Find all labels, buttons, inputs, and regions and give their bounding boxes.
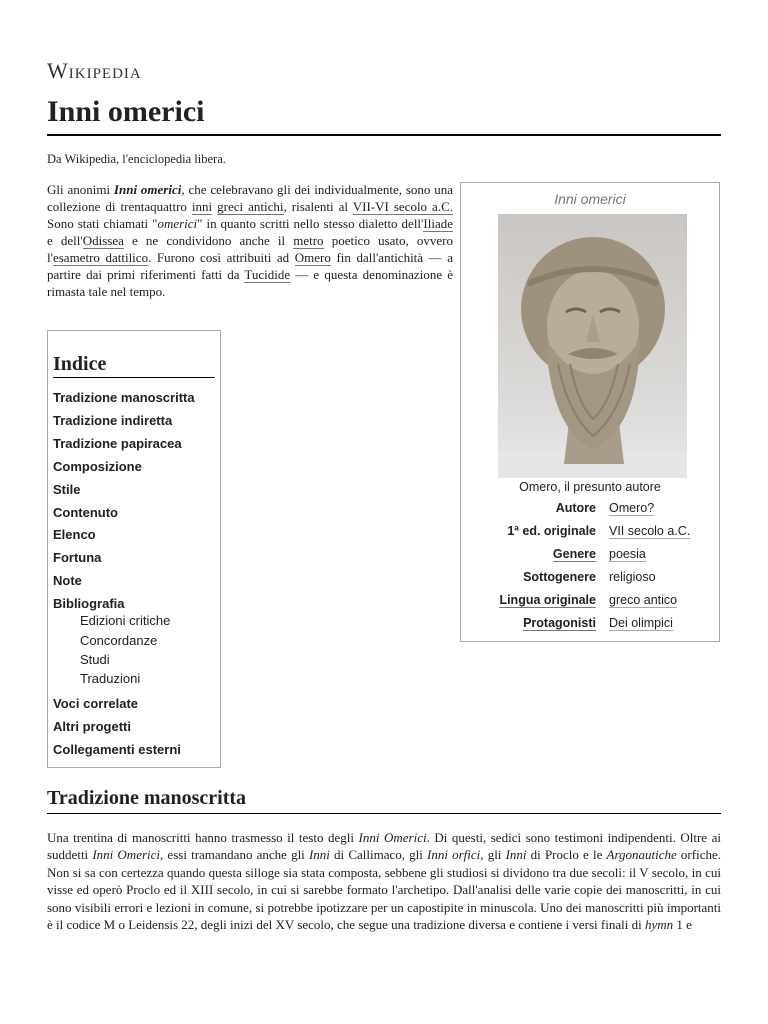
page-tagline: Da Wikipedia, l'enciclopedia libera. (47, 152, 226, 166)
intro-paragraph: Gli anonimi Inni omerici, che celebravano gli dei individualmente, sono una collezione di trentaquattro inni greci antichi, risalenti al VII-VI secolo a.C. Sono stati chiamati "omerici" in quanto scritti nello stesso dialetto dell'Iliade e dell'Odissea e ne condividono anche il metro poetico usato, ovvero l'esametro dattilico. Furono così attribuiti ad Omero fin dall'antichità — a partire dai primi riferimenti fatti da Tucidide — e questa denominazione è rimasta tale nel tempo. (47, 182, 454, 299)
infobox-value-link[interactable]: Dei olimpici (609, 616, 673, 630)
toc-subitem[interactable]: Studi (80, 652, 110, 667)
table-of-contents (47, 330, 221, 768)
infobox-value-link[interactable]: greco antico (609, 593, 678, 607)
toc-title: Indice (53, 353, 215, 378)
infobox (460, 182, 720, 642)
infobox-title: Inni omerici (554, 191, 626, 207)
toc-item[interactable]: Fortuna (53, 550, 102, 565)
toc-item[interactable]: Note (53, 573, 82, 588)
toc-item[interactable]: Elenco (53, 527, 96, 542)
link-iliade[interactable]: Iliade (423, 216, 453, 231)
infobox-row-prima-edizione (461, 524, 719, 544)
link-metro[interactable]: metro (293, 233, 324, 248)
toc-item[interactable]: Tradizione papiracea (53, 436, 182, 451)
link-tucidide[interactable]: Tucidide (244, 267, 291, 282)
infobox-row-genere (461, 547, 719, 567)
toc-item[interactable]: Contenuto (53, 505, 118, 520)
toc-item[interactable]: Stile (53, 482, 81, 497)
infobox-label: 1ª ed. originale (507, 524, 596, 538)
infobox-row-autore (461, 501, 719, 521)
toc-subitem[interactable]: Concordanze (80, 633, 158, 648)
toc-item[interactable]: Altri progetti (53, 719, 131, 734)
infobox-row-lingua (461, 593, 719, 613)
toc-item[interactable]: Voci correlate (53, 696, 139, 711)
toc-item[interactable]: Collegamenti esterni (53, 742, 181, 757)
toc-item[interactable]: Bibliografia (53, 596, 125, 611)
link-odissea[interactable]: Odissea (82, 233, 124, 248)
homer-bust-image[interactable] (498, 214, 687, 478)
infobox-caption: Omero, il presunto autore (519, 480, 661, 494)
infobox-row-sottogenere (461, 570, 719, 590)
link-secolo[interactable]: VII-VI secolo a.C. (352, 199, 453, 214)
section-paragraph: Una trentina di manoscritti hanno trasmesso il testo degli Inni Omerici. Di questi, sedici sono testimoni indipendenti. Oltre ai suddetti Inni Omerici, essi tramandano anche gli Inni di Callimaco, gli Inni orfici, gli Inni di Proclo e le Argonautiche orfiche. Non si sa con certezza quando questa silloge sia stata composta, sebbene gli studiosi si dividono tra due secoli: il V secolo, in cui visse ed operò Proclo ed il XIII secolo, in cui si sarebbe formato l'archetipo. Dall'analisi delle varie copie dei manoscritti, in cui sono visibili errori e lezioni in comune, si potrebbe ipotizzare per un capostipite in minuscola. Uno dei manoscritti più importanti è il codice M o Leidensis 22, degli inizi del XV secolo, che segue una tradizione diversa e contiene i versi finali di hymn 1 e (47, 830, 721, 933)
toc-item[interactable]: Tradizione indiretta (53, 413, 173, 428)
infobox-label-link[interactable]: Protagonisti (523, 616, 596, 630)
page-title: Inni omerici (47, 92, 721, 136)
infobox-row-protagonisti (461, 616, 719, 636)
toc-item[interactable]: Composizione (53, 459, 142, 474)
infobox-value-link[interactable]: Omero? (609, 501, 655, 515)
infobox-value: religioso (609, 570, 656, 584)
toc-item[interactable]: Tradizione manoscritta (53, 390, 195, 405)
infobox-label: Sottogenere (523, 570, 596, 584)
infobox-label-link[interactable]: Lingua originale (499, 593, 596, 607)
infobox-value-link[interactable]: poesia (609, 547, 646, 561)
infobox-label-link[interactable]: Genere (552, 547, 596, 561)
wikipedia-wordmark[interactable]: Wikipedia (47, 58, 142, 83)
toc-subitem[interactable]: Edizioni critiche (80, 613, 171, 628)
infobox-value-link[interactable]: VII secolo a.C. (609, 524, 691, 538)
link-esametro-dattilico[interactable]: esametro dattilico (52, 250, 149, 265)
link-inni[interactable]: inni (191, 199, 213, 214)
toc-subitem[interactable]: Traduzioni (80, 671, 141, 686)
infobox-label: Autore (555, 501, 596, 515)
link-greci-antichi[interactable]: greci antichi (217, 199, 284, 214)
section-heading: Tradizione manoscritta (47, 787, 721, 814)
link-omero[interactable]: Omero (294, 250, 331, 265)
